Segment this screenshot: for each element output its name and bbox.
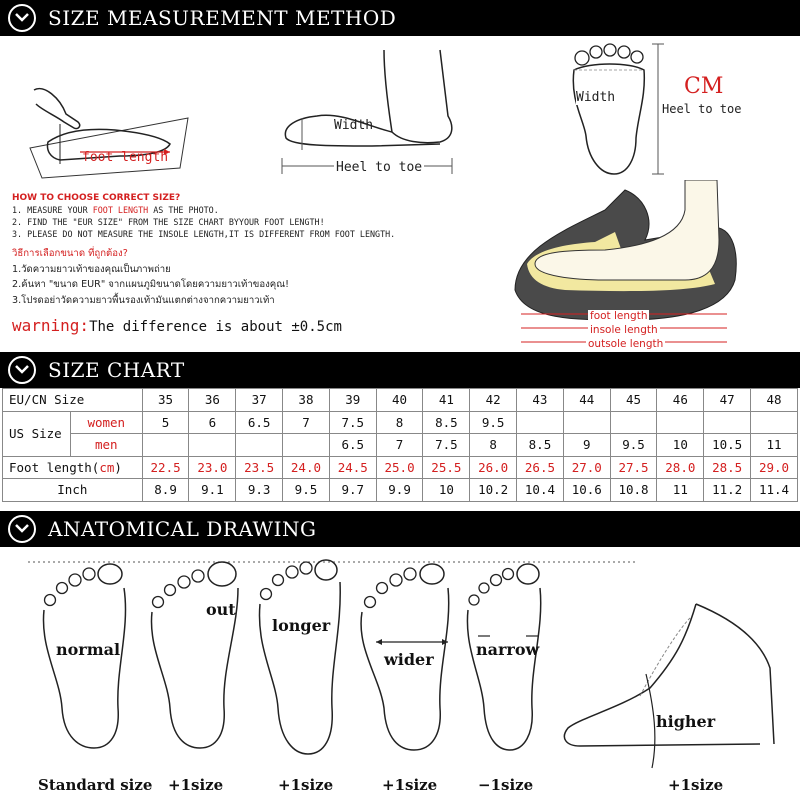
women-row (3, 411, 798, 434)
size-cell: 10 (657, 434, 704, 457)
normal-label: normal (56, 640, 121, 659)
chevron-down-icon (8, 4, 36, 32)
width-label-sole: Width (576, 90, 616, 105)
out-foot-drawing (151, 562, 238, 748)
standard-size-label: Standard size (38, 776, 153, 794)
size-cell: 9.3 (236, 479, 283, 502)
eu-size-row (3, 389, 798, 412)
size-cell: 42 (470, 389, 517, 412)
anatomical-illustrations (0, 548, 800, 800)
size-cell: 39 (329, 389, 376, 412)
size-cell (189, 434, 236, 457)
size-cell: 43 (517, 389, 564, 412)
size-cell: 22.5 (142, 456, 189, 479)
size-cell: 9.9 (376, 479, 423, 502)
how-to-line-3: 3. PLEASE DO NOT MEASURE THE INSOLE LENGTH,IT IS DIFFERENT FROM FOOT LENGTH. (12, 229, 396, 239)
size-cell: 6.5 (329, 434, 376, 457)
plus-one-size-label: +1size (668, 776, 724, 794)
size-cell: 28.5 (704, 456, 751, 479)
how-to-line-1-highlight: FOOT LENGTH (92, 205, 149, 215)
thai-line-2: 2.ค้นหา "ขนาด EUR" จากแผนภูมิขนาดโดยความยาวเท้าของคุณ! (12, 279, 289, 290)
size-cell: 48 (751, 389, 798, 412)
thai-instructions (12, 246, 502, 308)
size-cell: 23.0 (189, 456, 236, 479)
heel-to-toe-label-sole: Heel to toe (662, 102, 742, 116)
inch-header: Inch (3, 479, 143, 502)
eu-size-header: EU/CN Size (3, 389, 143, 412)
size-cell (751, 411, 798, 434)
size-cell: 35 (142, 389, 189, 412)
size-cell: 9.7 (329, 479, 376, 502)
size-cell: 8 (376, 411, 423, 434)
size-cell: 8 (470, 434, 517, 457)
warning-text: The difference is about ±0.5cm (89, 319, 342, 335)
plus-one-size-label: +1size (382, 776, 438, 794)
size-cell: 6 (189, 411, 236, 434)
thai-line-1: 1.วัดความยาวเท้าของคุณเป็นภาพถ่าย (12, 263, 171, 275)
size-cell: 9.5 (283, 479, 330, 502)
section-title: ANATOMICAL DRAWING (48, 517, 317, 541)
longer-foot-drawing (259, 560, 340, 754)
size-cell: 11 (751, 434, 798, 457)
size-cell: 23.5 (236, 456, 283, 479)
size-cell: 10.5 (704, 434, 751, 457)
size-cell: 27.5 (610, 456, 657, 479)
section-title: SIZE MEASUREMENT METHOD (48, 6, 397, 30)
heel-to-toe-label-side: Heel to toe (336, 160, 423, 175)
how-to-choose-text (12, 192, 502, 240)
size-chart-table (2, 388, 798, 502)
size-cell: 7 (283, 411, 330, 434)
how-to-line-1-a: 1. MEASURE YOUR (12, 205, 93, 215)
size-cell: 10.8 (610, 479, 657, 502)
how-to-line-1 (12, 204, 502, 216)
size-cell: 6.5 (236, 411, 283, 434)
outsole-length-label: outsole length (588, 338, 664, 350)
section-header-anatomical (0, 511, 800, 547)
longer-label: longer (272, 616, 331, 635)
narrow-label: narrow (476, 640, 540, 659)
size-cell (517, 411, 564, 434)
warning-note (12, 316, 342, 335)
size-cell: 24.0 (283, 456, 330, 479)
size-cell: 36 (189, 389, 236, 412)
size-cell: 40 (376, 389, 423, 412)
width-label-side: Width (334, 118, 374, 133)
size-cell: 11.4 (751, 479, 798, 502)
foot-length-header-close: ) (114, 459, 122, 475)
insole-length-label: insole length (590, 324, 658, 336)
size-cell (704, 411, 751, 434)
minus-one-size-label: −1size (478, 776, 534, 794)
size-cell: 8.5 (517, 434, 564, 457)
size-cell (563, 411, 610, 434)
thai-line-3: 3.โปรดอย่าวัดความยาวพื้นรองเท้ามันแตกต่างจากความยาวเท้า (12, 294, 275, 306)
size-cell: 46 (657, 389, 704, 412)
us-size-header: US Size (3, 411, 71, 456)
foot-length-header (3, 456, 143, 479)
sole-foot-length-label: foot length (590, 310, 648, 322)
size-cell: 9.5 (610, 434, 657, 457)
out-label: out (206, 600, 236, 619)
size-cell: 37 (236, 389, 283, 412)
how-to-heading: HOW TO CHOOSE CORRECT SIZE? (12, 193, 181, 203)
warning-label: warning: (12, 316, 90, 335)
size-cell: 7.5 (423, 434, 470, 457)
foot-length-header-text: Foot length( (9, 459, 100, 475)
size-cell: 9.5 (470, 411, 517, 434)
size-cell: 24.5 (329, 456, 376, 479)
plus-one-size-label: +1size (278, 776, 334, 794)
size-cell: 8.9 (142, 479, 189, 502)
section-title: SIZE CHART (48, 358, 185, 382)
foot-length-unit: cm (99, 459, 115, 475)
foot-length-label: foot length (82, 150, 169, 165)
foot-length-row (3, 456, 798, 479)
size-cell: 7.5 (329, 411, 376, 434)
higher-foot-drawing (564, 604, 774, 768)
thai-heading: วิธีการเลือกขนาด ที่ถูกต้อง? (12, 248, 128, 259)
size-cell: 10.2 (470, 479, 517, 502)
size-cell (142, 434, 189, 457)
size-cell: 45 (610, 389, 657, 412)
size-cell: 29.0 (751, 456, 798, 479)
size-cell: 44 (563, 389, 610, 412)
size-cell (283, 434, 330, 457)
size-cell: 28.0 (657, 456, 704, 479)
men-label: men (70, 434, 142, 457)
chevron-down-icon (8, 515, 36, 543)
how-to-line-2: 2. FIND THE "EUR SIZE" FROM THE SIZE CHART BYYOUR FOOT LENGTH! (12, 217, 325, 227)
size-cell: 9 (563, 434, 610, 457)
size-cell: 26.5 (517, 456, 564, 479)
section-header-measurement (0, 0, 800, 36)
size-cell (236, 434, 283, 457)
size-cell (610, 411, 657, 434)
size-cell: 10 (423, 479, 470, 502)
size-cell: 41 (423, 389, 470, 412)
size-cell: 7 (376, 434, 423, 457)
size-cell: 11 (657, 479, 704, 502)
size-cell: 25.5 (423, 456, 470, 479)
size-cell: 38 (283, 389, 330, 412)
size-cell: 25.0 (376, 456, 423, 479)
size-cell: 5 (142, 411, 189, 434)
size-cell: 10.4 (517, 479, 564, 502)
size-cell: 11.2 (704, 479, 751, 502)
higher-label: higher (656, 712, 716, 731)
chevron-down-icon (8, 356, 36, 384)
section-header-size-chart (0, 352, 800, 388)
plus-one-size-label: +1size (168, 776, 224, 794)
inch-row (3, 479, 798, 502)
wider-label: wider (384, 650, 434, 669)
cm-label: CM (684, 74, 724, 99)
size-cell: 10.6 (563, 479, 610, 502)
size-cell (657, 411, 704, 434)
men-row (3, 434, 798, 457)
women-label: women (70, 411, 142, 434)
size-cell: 8.5 (423, 411, 470, 434)
size-cell: 47 (704, 389, 751, 412)
how-to-line-1-c: AS THE PHOTO. (148, 205, 219, 215)
size-cell: 9.1 (189, 479, 236, 502)
size-cell: 27.0 (563, 456, 610, 479)
size-cell: 26.0 (470, 456, 517, 479)
